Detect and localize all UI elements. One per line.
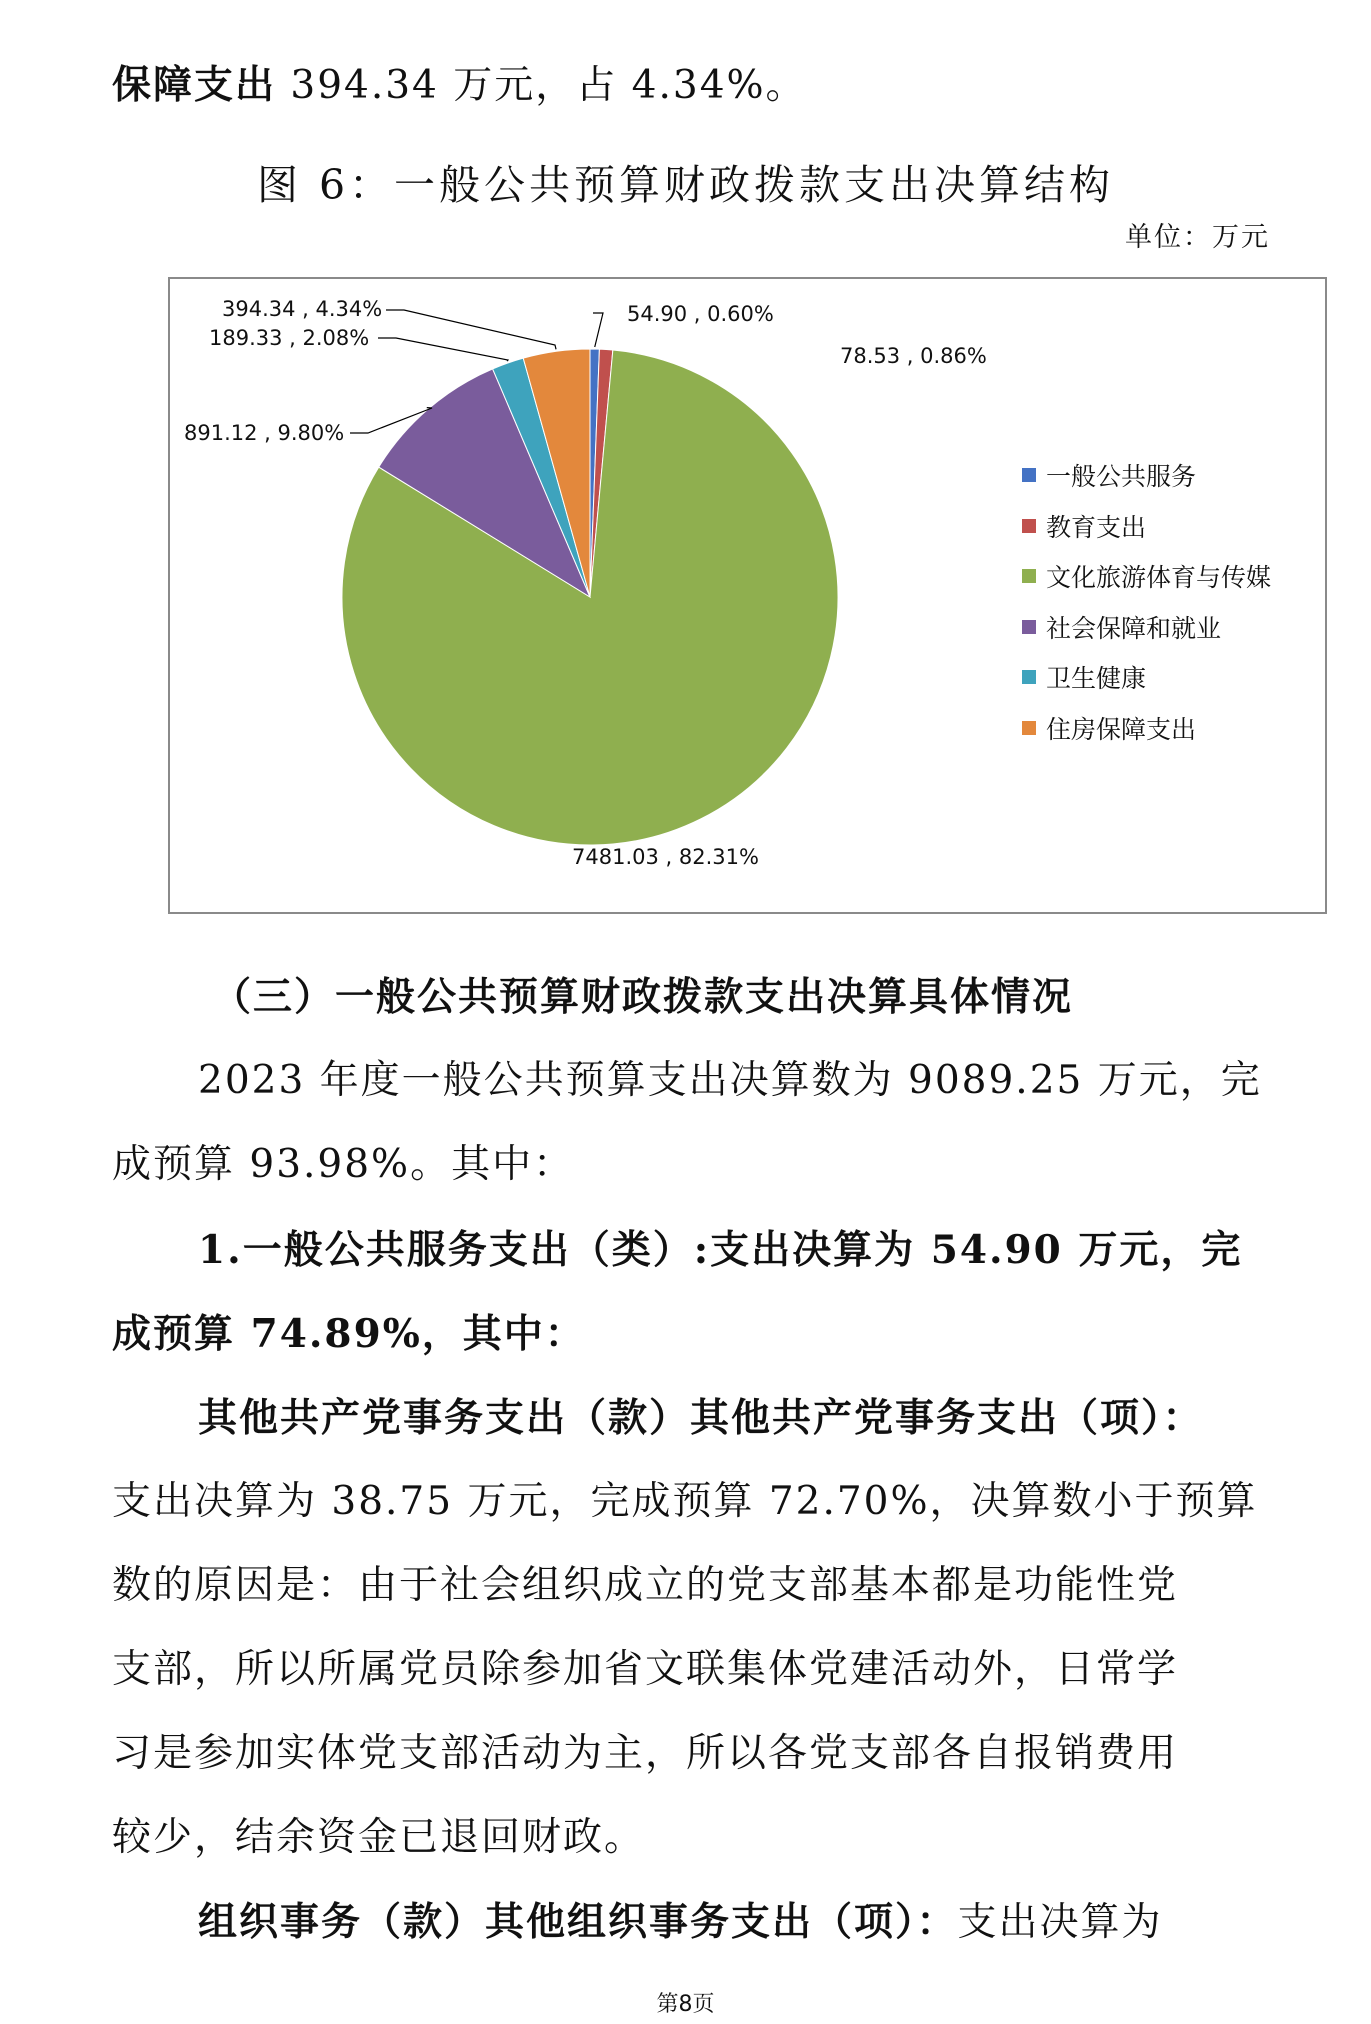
p1-line1: 2023 年度一般公共预算支出决算数为 9089.25 万元，完 <box>198 1058 1262 1103</box>
intro-rest: 394.34 万元，占 4.34%。 <box>276 63 807 108</box>
data-label-4: 891.12 , 9.80% <box>184 421 345 445</box>
sub1-line6: 较少，结余资金已退回财政。 <box>112 1815 646 1860</box>
p1-line2: 成预算 93.98%。其中： <box>112 1142 575 1187</box>
item1-line1: 1.一般公共服务支出（类）:支出决算为 54.90 万元，完 <box>198 1227 1243 1273</box>
legend-swatch <box>1022 468 1036 482</box>
legend-swatch <box>1022 620 1036 634</box>
data-label-2: 78.53 , 0.86% <box>840 344 987 368</box>
sub2-rest: 支出决算为 <box>957 1900 1163 1945</box>
legend-swatch <box>1022 721 1036 735</box>
item1-line2: 成预算 74.89%，其中： <box>112 1311 586 1357</box>
data-label-1: 54.90 , 0.60% <box>627 302 774 326</box>
sub1-line3: 数的原因是：由于社会组织成立的党支部基本都是功能性党 <box>112 1563 1179 1608</box>
legend-item <box>1022 501 1271 552</box>
leader-line-5 <box>378 338 508 361</box>
legend-item <box>1022 652 1271 703</box>
legend-swatch <box>1022 670 1036 684</box>
legend-label: 教育支出 <box>1046 512 1147 542</box>
leader-line-1 <box>593 313 603 347</box>
chart-legend <box>1022 450 1271 753</box>
legend-item <box>1022 703 1271 754</box>
legend-swatch <box>1022 569 1036 583</box>
data-label-5: 189.33 , 2.08% <box>209 326 370 350</box>
legend-label: 住房保障支出 <box>1046 714 1197 744</box>
data-label-3: 7481.03 , 82.31% <box>572 845 759 869</box>
legend-item <box>1022 602 1271 653</box>
intro-bold: 保障支出 <box>112 62 277 108</box>
section3-heading: （三）一般公共预算财政拨款支出决算具体情况 <box>212 974 1074 1020</box>
sub1-line4: 支部，所以所属党员除参加省文联集体党建活动外，日常学 <box>112 1647 1179 1692</box>
leader-line-6 <box>386 310 556 349</box>
legend-label: 卫生健康 <box>1046 664 1147 694</box>
legend-label: 文化旅游体育与传媒 <box>1046 563 1272 593</box>
legend-label: 社会保障和就业 <box>1046 613 1222 643</box>
data-label-6: 394.34 , 4.34% <box>222 297 383 321</box>
legend-item <box>1022 551 1271 602</box>
sub1-line2: 支出决算为 38.75 万元，完成预算 72.70%，决算数小于预算 <box>112 1479 1258 1524</box>
page-number: 第8页 <box>656 1992 715 2017</box>
figure-unit: 单位：万元 <box>1125 222 1270 253</box>
sub1-heading: 其他共产党事务支出（款）其他共产党事务支出（项）： <box>198 1395 1204 1441</box>
legend-swatch <box>1022 519 1036 533</box>
figure-title: 图 6：一般公共预算财政拨款支出决算结构 <box>256 161 1115 209</box>
sub1-line5: 习是参加实体党支部活动为主，所以各党支部各自报销费用 <box>112 1731 1179 1776</box>
sub2-heading: 组织事务（款）其他组织事务支出（项）： <box>198 1899 958 1945</box>
legend-item <box>1022 450 1271 501</box>
legend-label: 一般公共服务 <box>1046 462 1197 492</box>
sub2-line <box>198 1894 1348 1951</box>
